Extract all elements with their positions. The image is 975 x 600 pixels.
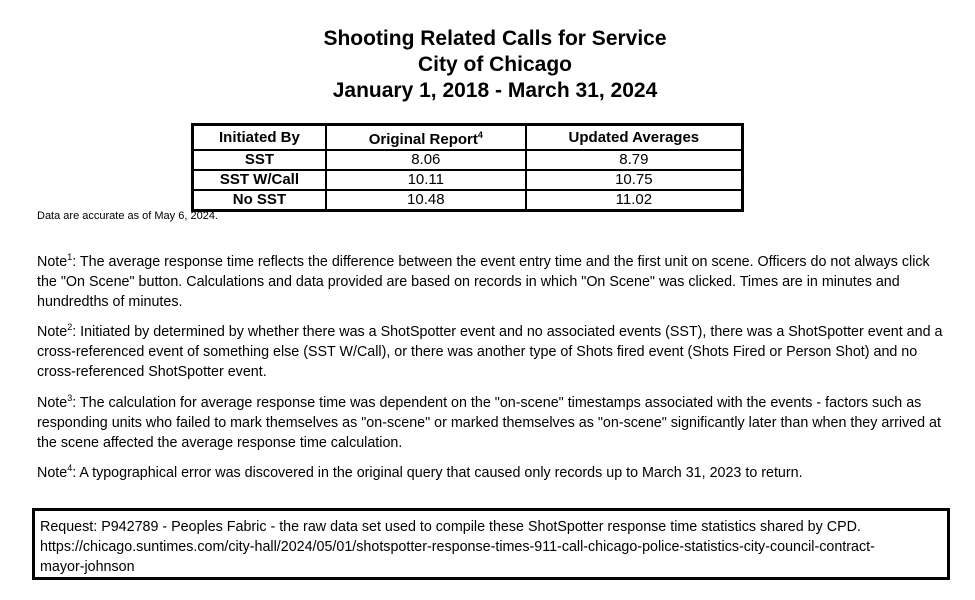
original-value: 10.48 — [326, 190, 526, 211]
request-url-continued[interactable]: mayor-johnson — [40, 559, 135, 575]
header-initiated-by: Initiated By — [193, 125, 326, 151]
note-number: 4 — [67, 463, 73, 474]
request-box — [32, 508, 950, 580]
title-line-3: January 1, 2018 - March 31, 2024 — [332, 79, 658, 102]
note-prefix: Note — [37, 254, 68, 270]
updated-value: 11.02 — [526, 190, 743, 211]
note-number: 2 — [67, 322, 73, 333]
note-number: 3 — [67, 393, 73, 404]
note-prefix: Note — [37, 395, 68, 411]
note-prefix: Note — [37, 324, 68, 340]
note-1 — [37, 252, 952, 312]
row-label: SST — [193, 150, 326, 170]
original-value: 8.06 — [326, 150, 526, 170]
header-original-report — [326, 125, 526, 151]
header-updated-averages: Updated Averages — [526, 125, 743, 151]
data-accuracy-note: Data are accurate as of May 6, 2024. — [37, 210, 218, 222]
note-number: 1 — [67, 252, 73, 263]
row-label: No SST — [193, 190, 326, 211]
note-text: : A typographical error was discovered in the original query that caused only records up to March 31, 2023 to return. — [72, 465, 803, 481]
note-3 — [37, 393, 952, 453]
title-line-1: Shooting Related Calls for Service — [323, 27, 667, 50]
original-value: 10.11 — [326, 170, 526, 190]
response-time-table — [191, 123, 744, 212]
title-line-2: City of Chicago — [417, 53, 572, 76]
note-text: : The average response time reflects the difference between the event entry time and the first unit on scene. Officers do not always click the "On Scene" button. Calculations and data provided are based on records in which "On Scene" was clicked. Times are in minutes and hundredths of minutes. — [37, 254, 930, 310]
header-original-report-footnote: 4 — [477, 130, 483, 140]
document-title — [0, 26, 975, 104]
note-text: : Initiated by determined by whether there was a ShotSpotter event and no associated events (SST), there was a ShotSpotter event and a cross-referenced event of something else (SST W/Call), or there was another type of Shots fired event (Shots Fired or Person Shot) and no cross-referenced ShotSpotter event. — [37, 324, 943, 380]
note-text: : The calculation for average response time was dependent on the "on-scene" timestamps associated with the events - factors such as responding units who failed to mark themselves as "on-scene" or marked themselves as "on-scene" significantly later than when they arrived at the scene affected the average response time calculation. — [37, 395, 941, 451]
header-original-report-label: Original Report — [368, 131, 478, 148]
note-prefix: Note — [37, 465, 68, 481]
table-row — [193, 170, 743, 190]
table-header-row — [193, 125, 743, 151]
request-url[interactable]: https://chicago.suntimes.com/city-hall/2024/05/01/shotspotter-response-times-911-call-chicago-police-statistics-city-council-contract- — [40, 539, 875, 555]
request-line: Request: P942789 - Peoples Fabric - the raw data set used to compile these ShotSpotter response time statistics shared by CPD. — [40, 519, 861, 535]
table-row — [193, 190, 743, 211]
table-row — [193, 150, 743, 170]
row-label: SST W/Call — [193, 170, 326, 190]
updated-value: 8.79 — [526, 150, 743, 170]
updated-value: 10.75 — [526, 170, 743, 190]
note-4 — [37, 463, 952, 483]
note-2 — [37, 322, 952, 382]
